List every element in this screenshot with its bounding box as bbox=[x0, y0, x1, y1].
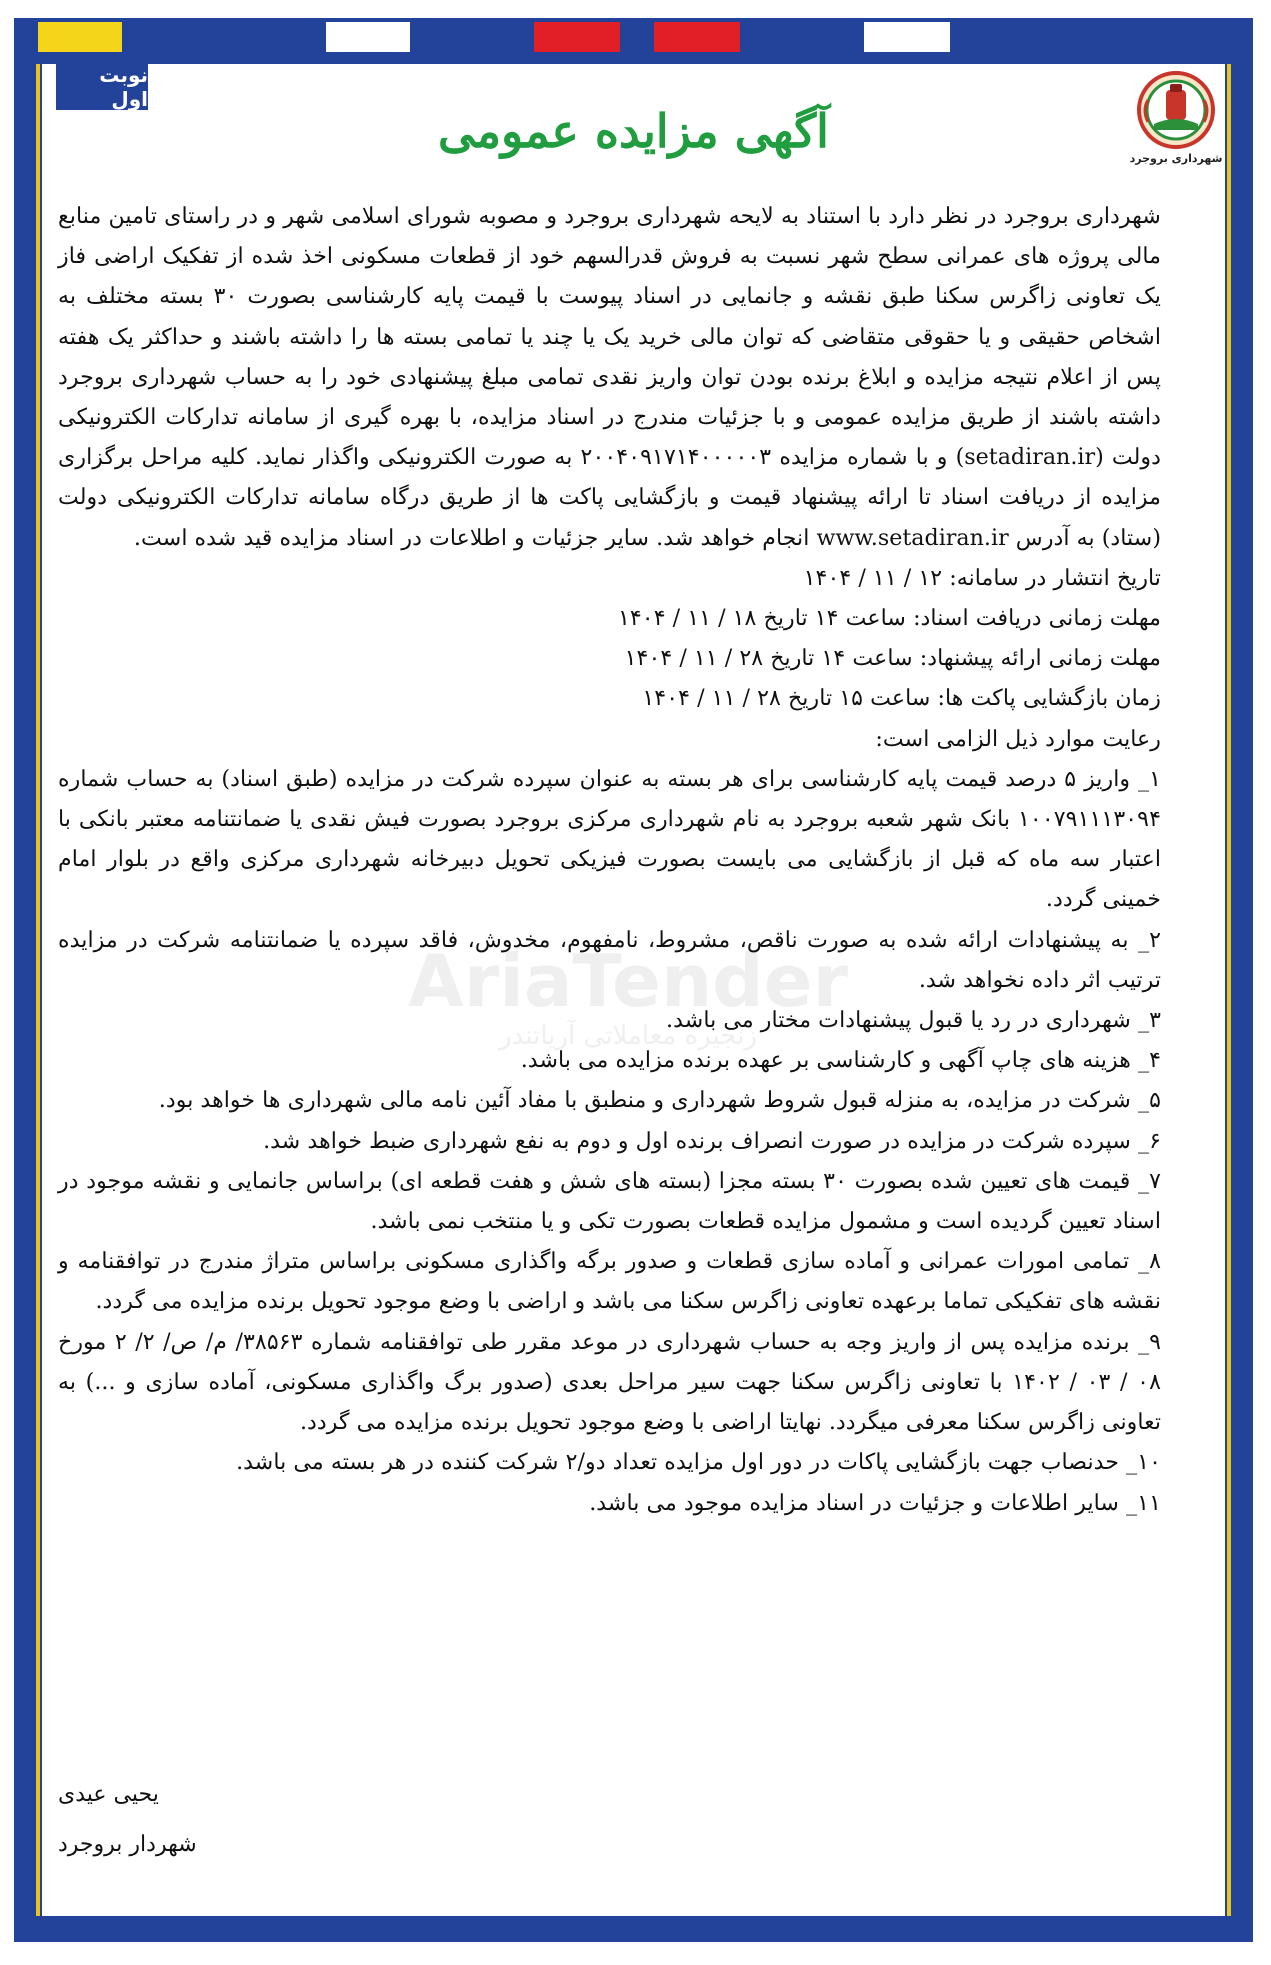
condition-item: ۶_ سپرده شرکت در مزایده در صورت انصراف برنده اول و دوم به نفع شهرداری ضبط خواهد شد. bbox=[263, 1127, 1161, 1154]
stripe-white bbox=[326, 22, 410, 52]
stripe-yellow bbox=[38, 22, 122, 52]
opening-time: زمان بازگشایی پاکت ها: ساعت ۱۵ تاریخ ۲۸ / ۱۱ / ۱۴۰۴ bbox=[642, 685, 1161, 712]
stripe-red bbox=[654, 22, 740, 52]
docs-deadline: مهلت زمانی دریافت اسناد: ساعت ۱۴ تاریخ ۱۸ / ۱۱ / ۱۴۰۴ bbox=[617, 605, 1161, 632]
round-badge: نوبت اول bbox=[56, 64, 148, 110]
condition-item: ۱_ واریز ۵ درصد قیمت پایه کارشناسی برای هر بسته به عنوان سپرده شرکت در مزایده (طبق اسناد) به حساب شماره ۱۰۰۷۹۱۱۱۳۰۹۴ بانک شهر شعبه بروجرد به نام شهرداری مرکزی بروجرد بصورت فیش نقدی یا ضمانتنامه معتبر بانکی با اعتبار سه ماه که قبل از بازگشایی می بایست بصورت فیزیکی تحویل دبیرخانه شهرداری مرکزی واقع در بلوار امام خمینی گردد. bbox=[58, 765, 1161, 913]
ad-frame bbox=[14, 18, 1253, 1942]
condition-item: ۱۰_ حدنصاب جهت بازگشایی پاکات در دور اول مزایده تعداد دو/۲ شرکت کننده در هر بسته می باشد. bbox=[236, 1449, 1161, 1476]
watermark-subtext: زنجیره معاملاتی آریاتندر bbox=[499, 1021, 757, 1051]
logo-caption: شهرداری بروجرد bbox=[1129, 152, 1223, 165]
ad-title: آگهی مزایده عمومی bbox=[438, 104, 829, 158]
condition-item: ۸_ تمامی امورات عمرانی و آماده سازی قطعات و صدور برگه واگذاری مسکونی براساس متراژ مندرج در توافقنامه و نقشه های تفکیکی تماما برعهده تعاونی زاگرس سکنا می باشد و اراضی با وضع موجود تحویل برنده مزایده می گردد. bbox=[58, 1248, 1161, 1315]
ad-paper bbox=[42, 64, 1225, 1916]
condition-item: ۴_ هزینه های چاپ آگهی و کارشناسی بر عهده برنده مزایده می باشد. bbox=[520, 1047, 1161, 1074]
ad-body bbox=[58, 196, 1209, 1523]
condition-item: ۳_ شهرداری در رد یا قبول پیشنهادات مختار می باشد. bbox=[666, 1007, 1161, 1034]
condition-item: ۲_ به پیشنهادات ارائه شده به صورت ناقص، مشروط، نامفهوم، مخدوش، فاقد سپرده یا ضمانتنامه شرکت در مزایده ترتیب اثر داده نخواهد شد. bbox=[58, 926, 1161, 993]
condition-item: ۵_ شرکت در مزایده، به منزله قبول شروط شهرداری و منطبق با مفاد آئین نامه مالی شهرداری ها خواهد بود. bbox=[158, 1087, 1161, 1114]
stripe-red bbox=[534, 22, 620, 52]
intro-paragraph: شهرداری بروجرد در نظر دارد با استناد به لایحه شهرداری بروجرد و مصوبه شورای اسلامی شهر و در راستای تامین منابع مالی پروژه های عمرانی سطح شهر نسبت به فروش قدرالسهم خود از قطعات مسکونی اخذ شده از تفکیک اراضی فاز یک تعاونی زاگرس سکنا طبق نقشه و جانمایی در اسناد پیوست با قیمت پایه کارشناسی بصورت ۳۰ بسته مختلف به اشخاص حقیقی و یا حقوقی متقاضی که توان مالی خرید یک یا چند یا تمامی بسته ها را داشته باشند و حداکثر یک هفته پس از اعلام نتیجه مزایده و ابلاغ برنده بودن توان واریز نقدی تمامی مبلغ پیشنهادی خود را به حساب شهرداری بروجرد داشته باشند از طریق مزایده عمومی و با جزئیات مندرج در اسناد مزایده، با بهره گیری از سامانه تدارکات الکترونیکی دولت (setadiran.ir) و با شماره مزایده ۲۰۰۴۰۹۱۷۱۴۰۰۰۰۰۳ به صورت الکترونیکی واگذار نماید. کلیه مراحل برگزاری مزایده از دریافت اسناد تا ارائه پیشنهاد قیمت و بازگشایی پاکت ها از طریق درگاه سامانه تدارکات الکترونیکی دولت (ستاد) به آدرس www.setadiran.ir انجام خواهد شد. سایر جزئیات و اطلاعات در اسناد مزایده قید شده است. bbox=[58, 203, 1161, 551]
gold-border-left bbox=[36, 64, 40, 1916]
gold-border-right bbox=[1227, 64, 1231, 1916]
condition-item: ۹_ برنده مزایده پس از واریز وجه به حساب شهرداری در موعد مقرر طی توافقنامه شماره ۳۸۵۶۳/ م/ ص/ ۲/ ۲ مورخ ۰۸ / ۰۳ / ۱۴۰۲ با تعاونی زاگرس سکنا جهت سیر مراحل بعدی (صدور برگ واگذاری مسکونی، آماده سازی و ...) به تعاونی زاگرس سکنا معرفی میگردد. نهایتا اراضی با وضع موجود تحویل برنده مزایده می گردد. bbox=[58, 1328, 1161, 1436]
signer-name: یحیی عیدی bbox=[58, 1782, 159, 1807]
condition-item: ۱۱_ سایر اطلاعات و جزئیات در اسناد مزایده موجود می باشد. bbox=[589, 1489, 1161, 1516]
watermark-text: AriaTender bbox=[407, 944, 849, 1023]
condition-item: ۷_ قیمت های تعیین شده بصورت ۳۰ بسته مجزا (بسته های شش و هفت قطعه ای) براساس جانمایی و نقشه موجود در اسناد تعیین گردیده است و مشمول مزایده قطعات بصورت تکی و یا منتخب نمی باشد. bbox=[58, 1167, 1161, 1235]
offer-deadline: مهلت زمانی ارائه پیشنهاد: ساعت ۱۴ تاریخ ۲۸ / ۱۱ / ۱۴۰۴ bbox=[624, 645, 1161, 672]
publish-date: تاریخ انتشار در سامانه: ۱۲ / ۱۱ / ۱۴۰۴ bbox=[803, 564, 1161, 591]
stripe-white bbox=[864, 22, 950, 52]
requirements-heading: رعایت موارد ذیل الزامی است: bbox=[875, 725, 1161, 752]
signer-position: شهردار بروجرد bbox=[58, 1832, 197, 1857]
